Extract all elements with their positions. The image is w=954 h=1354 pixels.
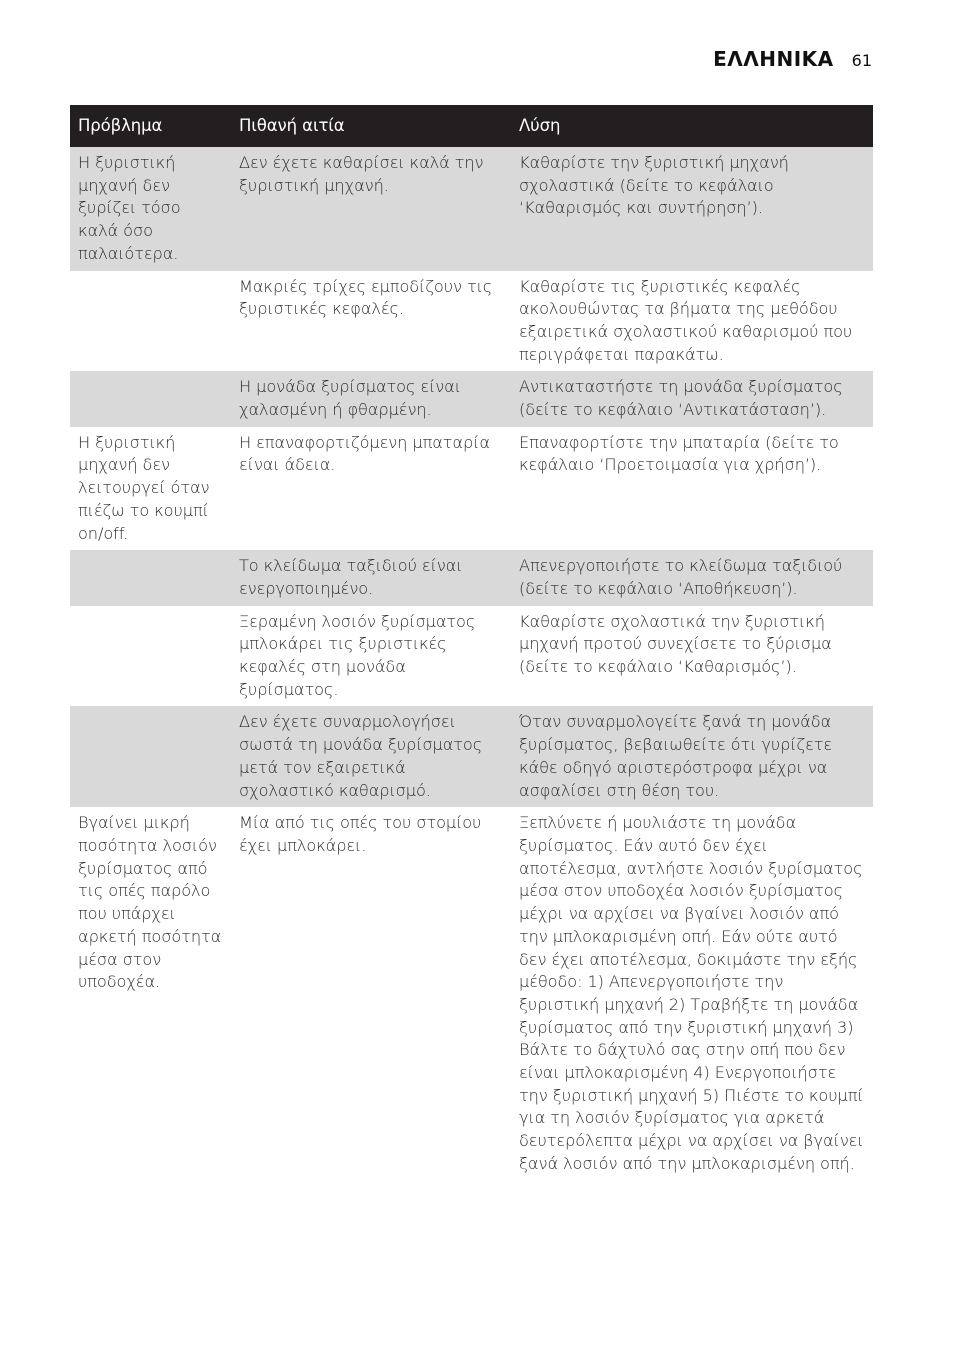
cause-cell: Η μονάδα ξυρίσματος είναι χαλασμένη ή φθαρμένη. [231,371,511,426]
solution-cell: Ξεπλύνετε ή μουλιάστε τη μονάδα ξυρίσματος. Εάν αυτό δεν έχει αποτέλεσμα, αντλήστε λοσιόν ξυρίσματος μέσα στον υποδοχέα λοσιόν ξυρίσματος μέχρι να αρχίσει να βγαίνει λοσιόν από την μπλοκαρισμένη οπή. Εάν ούτε αυτό δεν έχει αποτέλεσμα, δοκιμάστε την εξής μέθοδο: 1) Απενεργοποιήστε την ξυριστική μηχανή 2) Τραβήξτε τη μονάδα ξυρίσματος από την ξυριστική μηχανή 3) Βάλτε το δάχτυλό σας στην οπή που δεν είναι μπλοκαρισμένη 4) Ενεργοποιήστε την ξυριστική μηχανή 5) Πιέστε το κουμπί για τη λοσιόν ξυρίσματος για αρκετά δευτερόλεπτα μέχρι να αρχίσει να βγαίνει ξανά λοσιόν από την μπλοκαρισμένη οπή. [511,807,873,1180]
cause-cell: Το κλείδωμα ταξιδιού είναι ενεργοποιημένο. [231,550,511,605]
table-row [70,427,873,551]
problem-cell: Η ξυριστική μηχανή δεν ξυρίζει τόσο καλά όσο παλαιότερα. [70,147,231,271]
table-row [70,147,873,271]
problem-cell: Η ξυριστική μηχανή δεν λειτουργεί όταν πιέζω το κουμπί on/off. [70,427,231,551]
troubleshooting-table [70,105,873,1181]
problem-cell [70,271,231,372]
table-row [70,606,873,707]
table-row [70,807,873,1180]
problem-cell [70,371,231,426]
column-header-cause: Πιθανή αιτία [231,105,511,147]
solution-cell: Καθαρίστε σχολαστικά την ξυριστική μηχανή προτού συνεχίσετε το ξύρισμα (δείτε το κεφάλαιο ‘Καθαρισμός’). [511,606,873,707]
cause-cell: Μία από τις οπές του στομίου έχει μπλοκάρει. [231,807,511,1180]
page-header [713,47,872,71]
solution-cell: Καθαρίστε τις ξυριστικές κεφαλές ακολουθώντας τα βήματα της μεθόδου εξαιρετικά σχολαστικού καθαρισμού που περιγράφεται παρακάτω. [511,271,873,372]
column-header-problem: Πρόβλημα [70,105,231,147]
table-row [70,550,873,605]
solution-cell: Καθαρίστε την ξυριστική μηχανή σχολαστικά (δείτε το κεφάλαιο ‘Καθαρισμός και συντήρηση’). [511,147,873,271]
solution-cell: Απενεργοποιήστε το κλείδωμα ταξιδιού (δείτε το κεφάλαιο ‘Αποθήκευση’). [511,550,873,605]
problem-cell [70,606,231,707]
page-number: 61 [851,51,872,70]
problem-cell: Βγαίνει μικρή ποσότητα λοσιόν ξυρίσματος από τις οπές παρόλο που υπάρχει αρκετή ποσότητα μέσα στον υποδοχέα. [70,807,231,1180]
solution-cell: Όταν συναρμολογείτε ξανά τη μονάδα ξυρίσματος, βεβαιωθείτε ότι γυρίζετε κάθε οδηγό αριστερόστροφα μέχρι να ασφαλίσει στη θέση του. [511,706,873,807]
problem-cell [70,550,231,605]
table-row [70,706,873,807]
cause-cell: Δεν έχετε συναρμολογήσει σωστά τη μονάδα ξυρίσματος μετά τον εξαιρετικά σχολαστικό καθαρισμό. [231,706,511,807]
table-header-row [70,105,873,147]
column-header-solution: Λύση [511,105,873,147]
table-row [70,271,873,372]
problem-cell [70,706,231,807]
table-row [70,371,873,426]
language-title: ΕΛΛΗΝΙΚΑ [713,47,834,71]
cause-cell: Ξεραμένη λοσιόν ξυρίσματος μπλοκάρει τις ξυριστικές κεφαλές στη μονάδα ξυρίσματος. [231,606,511,707]
cause-cell: Η επαναφορτιζόμενη μπαταρία είναι άδεια. [231,427,511,551]
solution-cell: Επαναφορτίστε την μπαταρία (δείτε το κεφάλαιο ‘Προετοιμασία για χρήση’). [511,427,873,551]
cause-cell: Δεν έχετε καθαρίσει καλά την ξυριστική μηχανή. [231,147,511,271]
solution-cell: Αντικαταστήστε τη μονάδα ξυρίσματος (δείτε το κεφάλαιο ‘Αντικατάσταση’). [511,371,873,426]
cause-cell: Μακριές τρίχες εμποδίζουν τις ξυριστικές κεφαλές. [231,271,511,372]
